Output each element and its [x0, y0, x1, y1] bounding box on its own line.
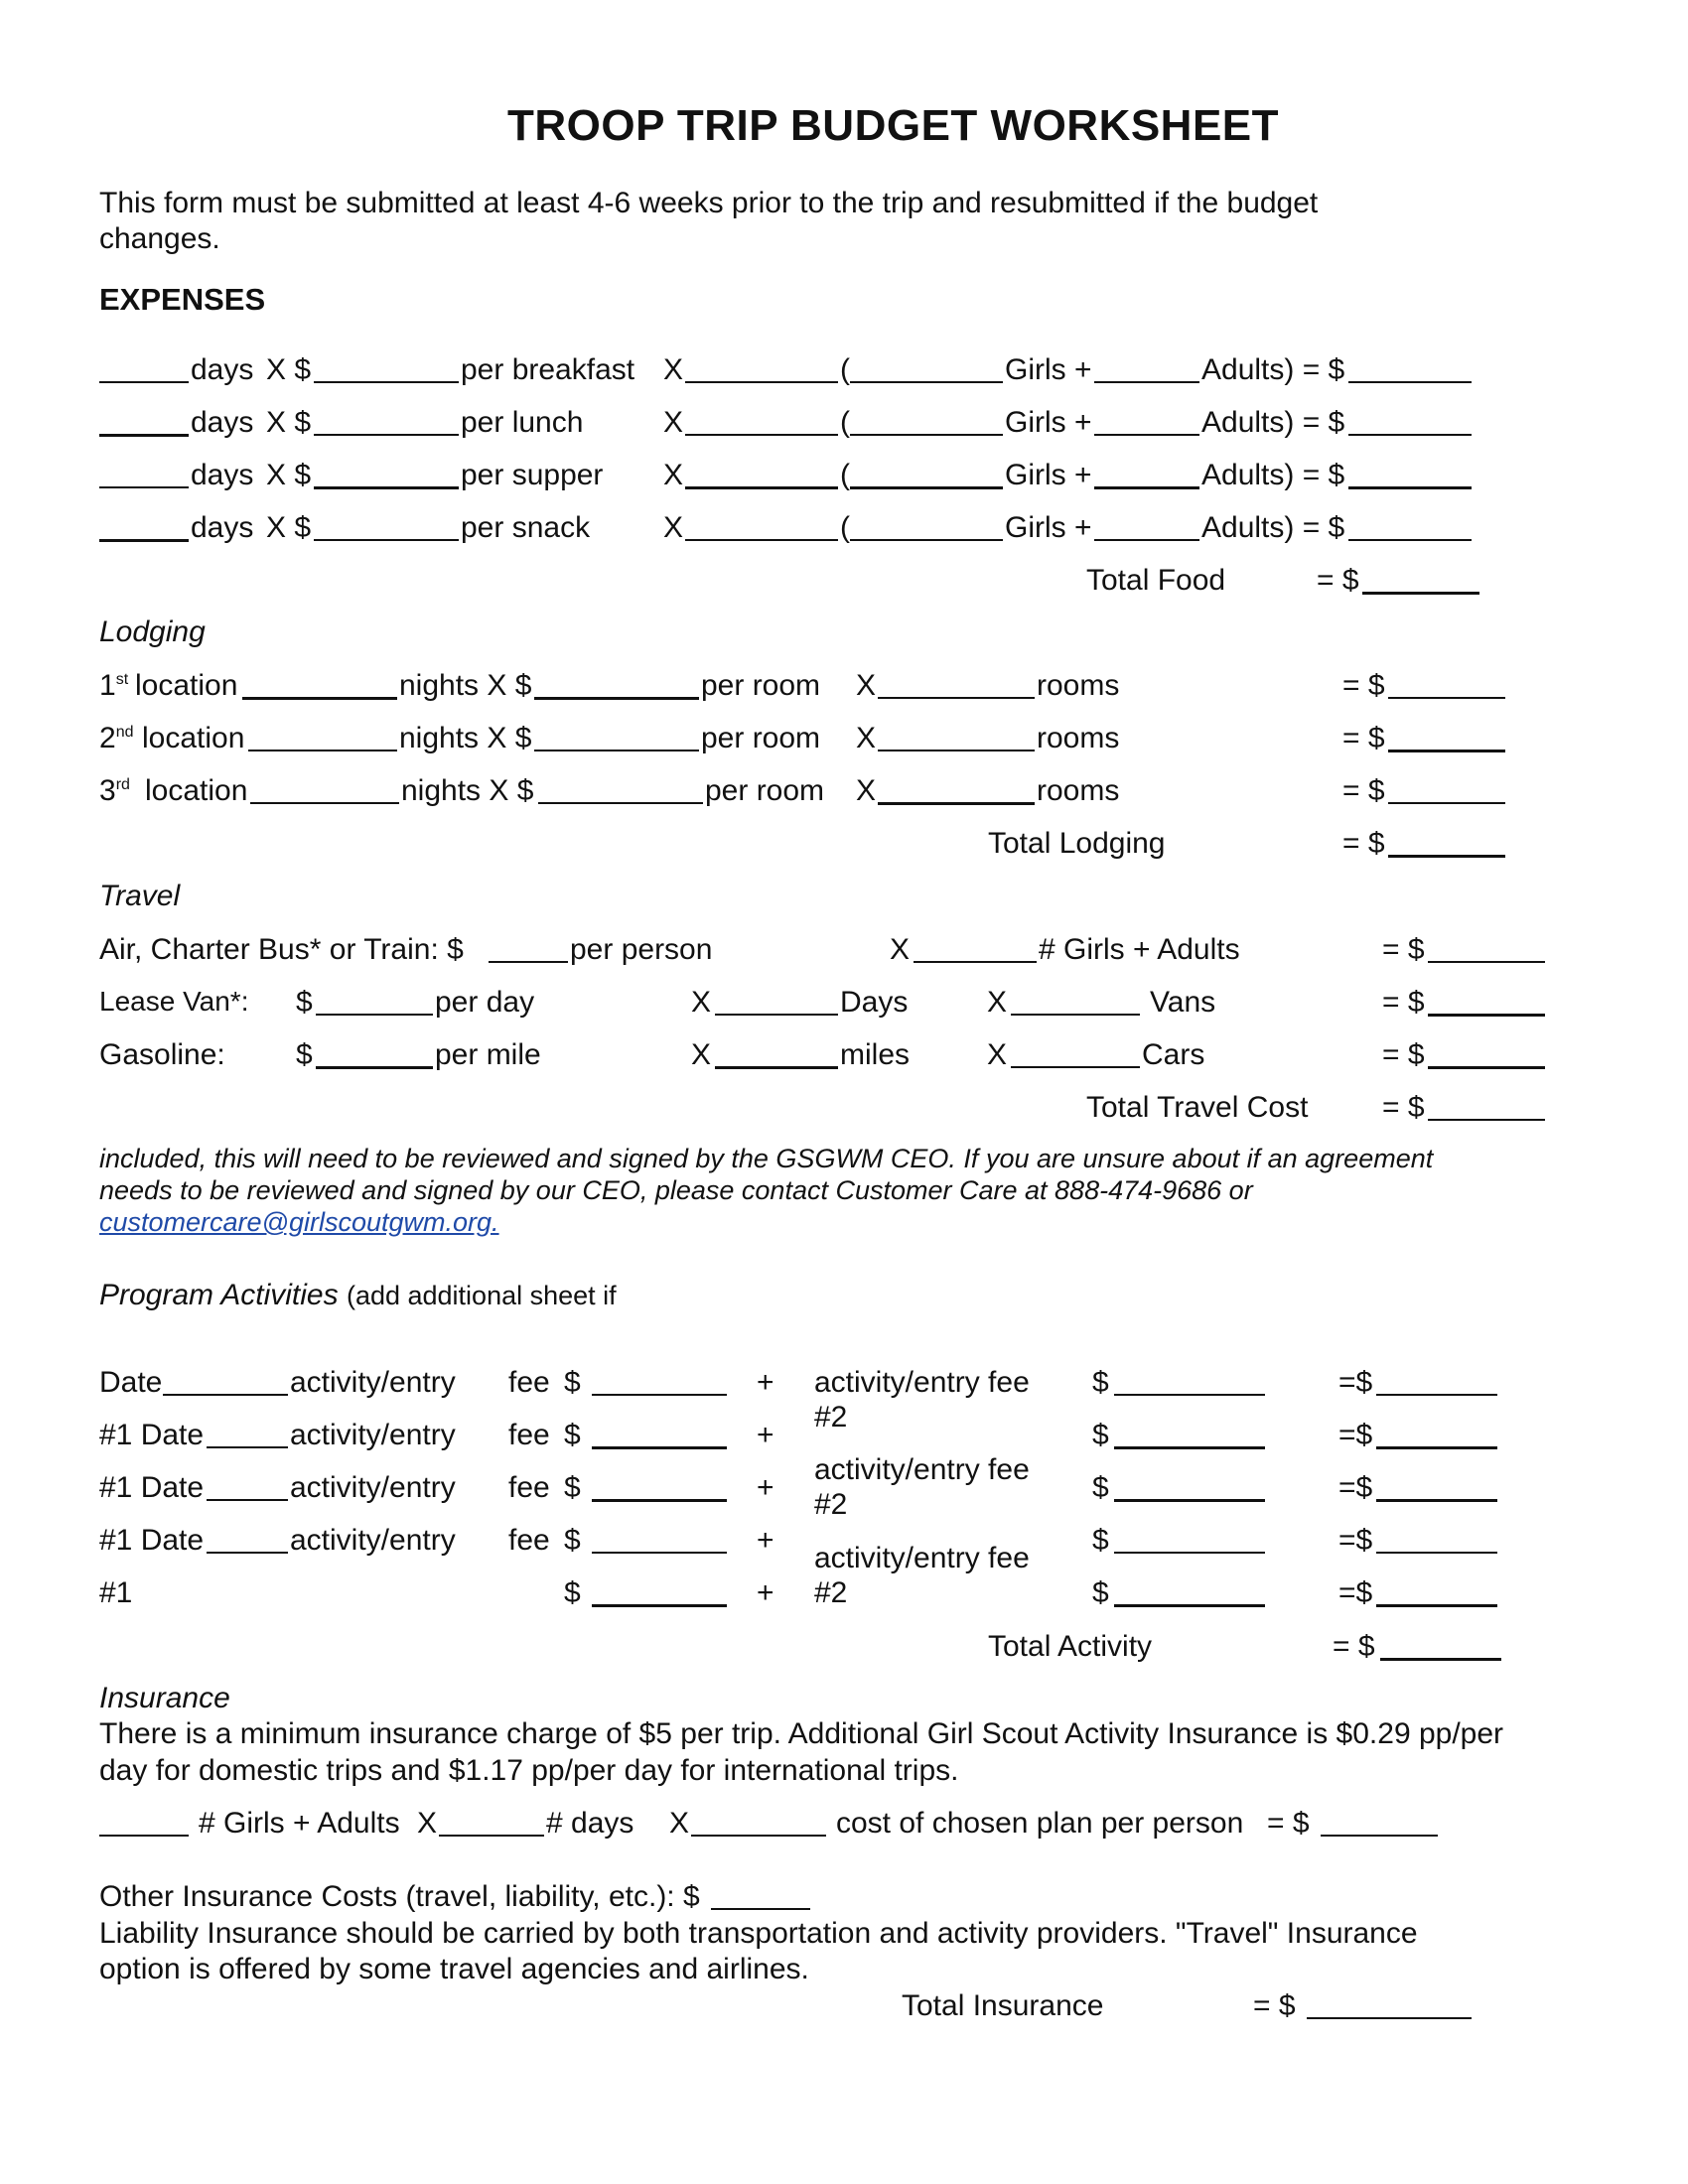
lodging-subtotal-field[interactable] [1388, 726, 1505, 752]
fee2-field[interactable] [1114, 1528, 1265, 1554]
x-label: X [987, 1038, 1008, 1071]
air-per-label: per person [570, 933, 713, 966]
x-label: X [669, 1807, 690, 1840]
plan-cost-label: cost of chosen plan per person [836, 1807, 1244, 1840]
date-field[interactable] [163, 1370, 288, 1396]
rooms-label: rooms [1037, 722, 1120, 754]
eq-label: = $ [1382, 986, 1425, 1019]
days-field[interactable] [99, 357, 189, 383]
fee-label: fee [508, 1366, 550, 1399]
x-label: X [987, 986, 1008, 1019]
rate-field[interactable] [534, 673, 699, 700]
dollar-label: $ [296, 986, 313, 1019]
meal-label: per breakfast [461, 353, 635, 386]
air-subtotal-field[interactable] [1428, 937, 1545, 963]
insurance-subtotal-field[interactable] [1321, 1811, 1438, 1837]
fee1-field[interactable] [592, 1580, 727, 1607]
days-field[interactable] [99, 410, 189, 437]
ordinal: 2nd [99, 722, 134, 754]
activity-subtotal-field[interactable] [1376, 1475, 1497, 1502]
other-insurance-field[interactable] [711, 1884, 810, 1910]
van-days-field[interactable] [715, 990, 838, 1016]
activity-subtotal-field[interactable] [1376, 1580, 1497, 1607]
travel-heading: Travel [99, 880, 181, 912]
fee1-field[interactable] [592, 1423, 727, 1449]
dollar-label: $ [564, 1366, 581, 1399]
fee2-field[interactable] [1114, 1370, 1265, 1396]
total-food-field[interactable] [1362, 568, 1479, 595]
location-label: location [135, 669, 238, 702]
van-days-label: Days [840, 986, 909, 1019]
nights-label: nights X $ [399, 669, 532, 702]
van-count-field[interactable] [1011, 990, 1140, 1016]
intro-line-2: changes. [99, 222, 220, 255]
days-label: days [191, 511, 254, 544]
location-field[interactable] [248, 726, 397, 751]
activity-label: activity/entry [290, 1471, 456, 1504]
rate-field[interactable] [538, 778, 703, 804]
x-dollar-label: X $ [266, 406, 312, 439]
meal-label: per snack [461, 511, 591, 544]
page-title: TROOP TRIP BUDGET WORKSHEET [507, 101, 1280, 150]
adults-field[interactable] [1094, 357, 1199, 383]
per-room-label: per room [701, 669, 821, 702]
activity-fee2-label: activity/entry fee [814, 1542, 1030, 1574]
adults-field[interactable] [1094, 463, 1199, 489]
rooms-field[interactable] [878, 778, 1035, 805]
plus-label: + [757, 1524, 774, 1557]
activity-subtotal-field[interactable] [1376, 1528, 1497, 1554]
paren-label: ( [840, 459, 850, 491]
eq-label: =$ [1338, 1576, 1373, 1609]
expenses-heading: EXPENSES [99, 282, 266, 317]
plan-cost-field[interactable] [691, 1811, 826, 1837]
meal-label: per lunch [461, 406, 584, 439]
x-dollar-label: X $ [266, 353, 312, 386]
gas-cars-field[interactable] [1011, 1042, 1140, 1068]
girls-field[interactable] [850, 515, 1003, 541]
eq-label: =$ [1338, 1419, 1373, 1451]
lodging-heading: Lodging [99, 615, 206, 648]
x-label: X [856, 774, 877, 807]
gas-cost-field[interactable] [316, 1042, 433, 1069]
girls-field[interactable] [850, 410, 1003, 436]
rooms-label: rooms [1037, 774, 1120, 807]
eq-label: =$ [1338, 1524, 1373, 1557]
dollar-label: $ [564, 1419, 581, 1451]
activity-fee2-num: #2 [814, 1401, 848, 1433]
plus-label: + [757, 1366, 774, 1399]
fee-label: fee [508, 1419, 550, 1451]
per-room-label: per room [701, 722, 821, 754]
total-food-eq: = $ [1317, 564, 1359, 597]
rooms-label: rooms [1037, 669, 1120, 702]
ordinal: 3rd [99, 774, 130, 807]
meal-label: per supper [461, 459, 604, 491]
x-label: X [663, 353, 684, 386]
date-field[interactable] [207, 1475, 288, 1501]
paren-label: ( [840, 353, 850, 386]
girls-label: Girls + [1005, 459, 1092, 491]
adults-field[interactable] [1094, 410, 1199, 436]
insurance-text-line-2: day for domestic trips and $1.17 pp/per day for international trips. [99, 1754, 959, 1787]
girls-field[interactable] [850, 357, 1003, 383]
total-insurance-field[interactable] [1307, 1993, 1472, 2019]
dollar-label: $ [1092, 1419, 1109, 1451]
total-activity-label: Total Activity [988, 1630, 1153, 1663]
insurance-count-field[interactable] [99, 1811, 189, 1837]
plus-label: + [757, 1419, 774, 1451]
van-cost-field[interactable] [316, 990, 433, 1016]
ordinal: 1st [99, 669, 129, 702]
total-lodging-eq: = $ [1342, 827, 1385, 860]
air-label: Air, Charter Bus* or Train: $ [99, 933, 464, 966]
dollar-label: $ [564, 1576, 581, 1609]
multiplier-field[interactable] [685, 515, 838, 541]
air-count-label: # Girls + Adults [1039, 933, 1240, 966]
eq-label: = $ [1342, 774, 1385, 807]
air-cost-field[interactable] [489, 937, 568, 963]
fee1-field[interactable] [592, 1528, 727, 1554]
adults-label: Adults) = $ [1201, 511, 1345, 544]
customer-care-email-link[interactable]: customercare@girlscoutgwm.org. [99, 1207, 499, 1237]
eq-label: = $ [1382, 1038, 1425, 1071]
eq-label: =$ [1338, 1471, 1373, 1504]
x-label: X [890, 933, 911, 966]
date-field[interactable] [207, 1423, 288, 1448]
adults-label: Adults) = $ [1201, 459, 1345, 491]
adults-field[interactable] [1094, 515, 1199, 541]
activity-fee2-label: activity/entry fee [814, 1366, 1030, 1399]
dollar-label: $ [296, 1038, 313, 1071]
location-field[interactable] [250, 778, 399, 804]
x-label: X [663, 406, 684, 439]
paren-label: ( [840, 406, 850, 439]
total-activity-field[interactable] [1380, 1634, 1501, 1661]
x-dollar-label: X $ [266, 459, 312, 491]
activity-fee2-num: #2 [814, 1488, 848, 1521]
x-label: X [856, 669, 877, 702]
x-label: X [417, 1807, 438, 1840]
activity-label: activity/entry [290, 1524, 456, 1557]
location-label: location [145, 774, 248, 807]
fee2-field[interactable] [1114, 1580, 1265, 1607]
fee1-field[interactable] [592, 1475, 727, 1502]
program-heading-note: (add additional sheet if [346, 1281, 617, 1310]
food-subtotal-field[interactable] [1348, 410, 1472, 436]
activity-subtotal-field[interactable] [1376, 1423, 1497, 1449]
dollar-label: $ [1092, 1366, 1109, 1399]
insurance-text-line-1: There is a minimum insurance charge of $5 per trip. Additional Girl Scout Activity Insurance is $0.29 pp/per [99, 1717, 1504, 1750]
days-label: days [191, 353, 254, 386]
activity-label: activity/entry [290, 1366, 456, 1399]
total-food-label: Total Food [1086, 564, 1226, 597]
x-label: X [663, 511, 684, 544]
girls-field[interactable] [850, 463, 1003, 489]
total-insurance-eq: = $ [1253, 1989, 1296, 2022]
fee1-field[interactable] [592, 1370, 727, 1396]
x-label: X [691, 1038, 712, 1071]
x-label: X [663, 459, 684, 491]
total-lodging-field[interactable] [1388, 831, 1505, 858]
dollar-label: $ [1092, 1576, 1109, 1609]
gas-miles-field[interactable] [715, 1042, 838, 1069]
multiplier-field[interactable] [685, 357, 838, 383]
gas-subtotal-field[interactable] [1428, 1042, 1545, 1069]
location-label: location [142, 722, 245, 754]
activity-fee2-label: activity/entry fee [814, 1453, 1030, 1486]
program-heading: Program Activities [99, 1279, 339, 1311]
van-label: Lease Van*: [99, 986, 249, 1017]
x-dollar-label: X $ [266, 511, 312, 544]
count-label: # Girls + Adults [199, 1807, 400, 1840]
x-label: X [856, 722, 877, 754]
eq-label: =$ [1338, 1366, 1373, 1399]
total-activity-eq: = $ [1333, 1630, 1375, 1663]
liability-line-1: Liability Insurance should be carried by both transportation and activity providers. "Travel" Insurance [99, 1917, 1418, 1950]
nights-label: nights X $ [399, 722, 532, 754]
total-travel-eq: = $ [1382, 1091, 1425, 1124]
cost-field[interactable] [314, 463, 459, 489]
adults-label: Adults) = $ [1201, 353, 1345, 386]
fee2-field[interactable] [1114, 1475, 1265, 1502]
travel-note-line-1: included, this will need to be reviewed and signed by the GSGWM CEO. If you are unsure about if an agreement [99, 1144, 1434, 1173]
location-field[interactable] [242, 673, 397, 700]
activity-fee2-num: #2 [814, 1576, 848, 1609]
date-label: #1 [99, 1576, 133, 1609]
fee-label: fee [508, 1524, 550, 1557]
dollar-label: $ [1092, 1524, 1109, 1557]
activity-label: activity/entry [290, 1419, 456, 1451]
insurance-days-field[interactable] [439, 1811, 544, 1837]
days-label: # days [546, 1807, 634, 1840]
gas-cars-label: Cars [1142, 1038, 1205, 1071]
rooms-field[interactable] [878, 726, 1035, 751]
dollar-label: $ [564, 1524, 581, 1557]
insurance-heading: Insurance [99, 1682, 230, 1714]
lodging-subtotal-field[interactable] [1388, 673, 1505, 699]
days-field[interactable] [99, 515, 189, 542]
days-field[interactable] [99, 463, 189, 488]
adults-label: Adults) = $ [1201, 406, 1345, 439]
date-label: #1 Date [99, 1419, 205, 1451]
girls-label: Girls + [1005, 406, 1092, 439]
lodging-subtotal-field[interactable] [1388, 778, 1505, 804]
total-lodging-label: Total Lodging [988, 827, 1166, 860]
activity-subtotal-field[interactable] [1376, 1370, 1497, 1396]
total-insurance-label: Total Insurance [902, 1989, 1104, 2022]
multiplier-field[interactable] [685, 410, 838, 436]
dollar-label: $ [1092, 1471, 1109, 1504]
gas-per-label: per mile [435, 1038, 541, 1071]
paren-label: ( [840, 511, 850, 544]
cost-field[interactable] [314, 410, 459, 436]
girls-label: Girls + [1005, 511, 1092, 544]
food-subtotal-field[interactable] [1348, 357, 1472, 383]
nights-label: nights X $ [401, 774, 534, 807]
days-label: days [191, 406, 254, 439]
per-room-label: per room [705, 774, 825, 807]
van-vans-label: Vans [1150, 986, 1216, 1019]
fee-label: fee [508, 1471, 550, 1504]
gas-label: Gasoline: [99, 1038, 225, 1071]
eq-label: = $ [1342, 669, 1385, 702]
total-travel-field[interactable] [1428, 1095, 1545, 1121]
air-count-field[interactable] [914, 937, 1037, 963]
plus-label: + [757, 1576, 774, 1609]
date-label: #1 Date [99, 1471, 205, 1504]
x-label: X [691, 986, 712, 1019]
cost-field[interactable] [314, 357, 459, 383]
rate-field[interactable] [534, 726, 699, 751]
eq-label: = $ [1342, 722, 1385, 754]
gas-miles-label: miles [840, 1038, 911, 1071]
days-label: days [191, 459, 254, 491]
eq-label: = $ [1267, 1807, 1310, 1840]
other-insurance-label: Other Insurance Costs (travel, liability, etc.): $ [99, 1880, 700, 1913]
date-label: #1 Date [99, 1524, 205, 1557]
girls-label: Girls + [1005, 353, 1092, 386]
travel-note-line-2: needs to be reviewed and signed by our CEO, please contact Customer Care at 888-474-9686 or [99, 1175, 1253, 1205]
date-label: Date [99, 1366, 163, 1399]
van-per-label: per day [435, 986, 535, 1019]
food-subtotal-field[interactable] [1348, 463, 1472, 489]
total-travel-label: Total Travel Cost [1086, 1091, 1309, 1124]
intro-line-1: This form must be submitted at least 4-6 weeks prior to the trip and resubmitted if the budget [99, 187, 1319, 219]
fee2-field[interactable] [1114, 1423, 1265, 1449]
plus-label: + [757, 1471, 774, 1504]
liability-line-2: option is offered by some travel agencies and airlines. [99, 1953, 809, 1985]
date-field[interactable] [207, 1528, 288, 1554]
multiplier-field[interactable] [685, 463, 838, 489]
cost-field[interactable] [314, 515, 459, 541]
dollar-label: $ [564, 1471, 581, 1504]
rooms-field[interactable] [878, 673, 1035, 699]
van-subtotal-field[interactable] [1428, 990, 1545, 1017]
food-subtotal-field[interactable] [1348, 515, 1472, 541]
program-heading-line [99, 1279, 617, 1313]
eq-label: = $ [1382, 933, 1425, 966]
